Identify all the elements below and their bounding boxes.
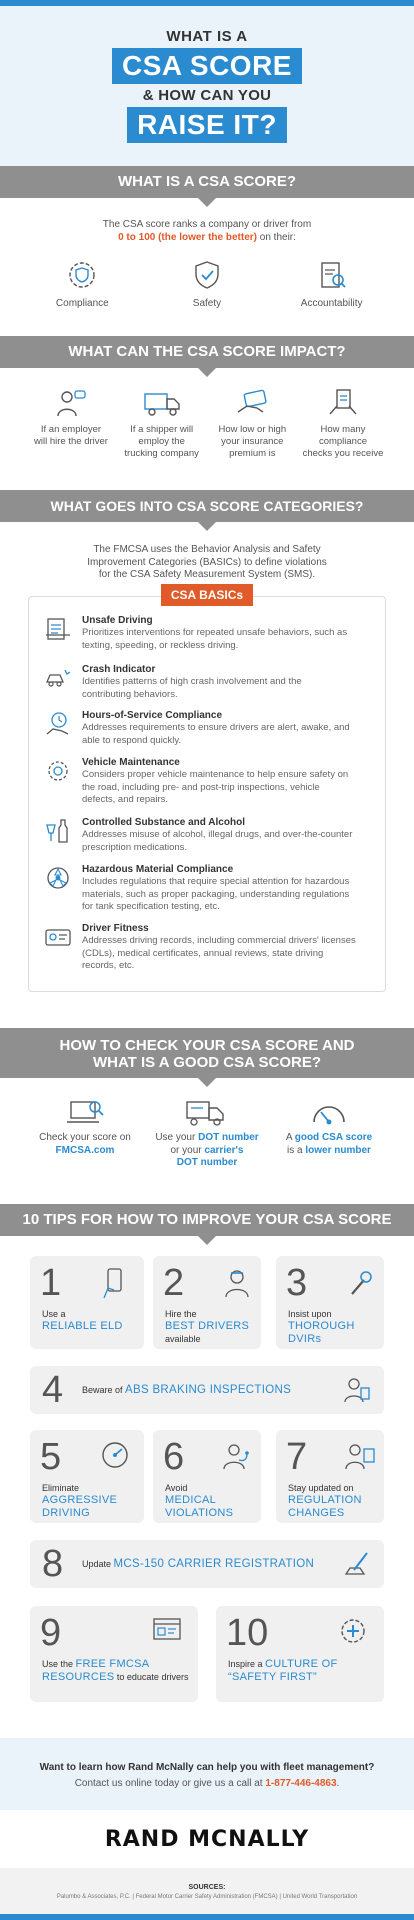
- tip-number: 10: [226, 1612, 269, 1654]
- impact-employer: [28, 386, 114, 460]
- tip-number: 7: [286, 1436, 308, 1478]
- doctor-icon: [221, 1440, 251, 1477]
- section-title-bar: [0, 1028, 414, 1078]
- speedometer-icon: [100, 1440, 130, 1475]
- sources-heading: SOURCES:: [188, 1884, 226, 1891]
- basic-desc: Includes regulations that require special attention for hazardous materials, such as proper packaging, understanding regulations for tank specification testing, etc.: [82, 876, 350, 912]
- csa-criteria-row: [0, 258, 414, 309]
- tip-text: Insist upon THOROUGH DVIRs: [288, 1309, 355, 1345]
- check-good-score: [274, 1098, 384, 1170]
- tip-1: [30, 1256, 144, 1349]
- section-title: WHAT IS A CSA SCORE?: [117, 173, 297, 190]
- person-document-icon: [344, 1440, 376, 1477]
- basics-intro: [0, 544, 414, 582]
- impact-text: compliance: [318, 436, 367, 447]
- section-title-bar: [0, 1204, 414, 1236]
- check-text: Check your score on: [39, 1132, 131, 1143]
- impact-text: If a shipper will: [130, 424, 194, 435]
- bottle-glass-icon: [44, 817, 74, 850]
- section-title-line-1: HOW TO CHECK YOUR CSA SCORE AND: [59, 1037, 355, 1054]
- section-title: WHAT GOES INTO CSA SCORE CATEGORIES?: [50, 498, 364, 514]
- clipboard-search-icon: [277, 258, 387, 292]
- inspector-icon: [342, 1374, 372, 1411]
- tip-number: 9: [40, 1612, 62, 1654]
- basic-title: Unsafe Driving: [82, 615, 153, 626]
- impact-text: employ the: [138, 436, 185, 447]
- tip-number: 8: [42, 1543, 64, 1585]
- tip-6: [153, 1430, 261, 1523]
- section-title-bar: [0, 490, 414, 522]
- tip-text: Eliminate AGGRESSIVE DRIVING: [42, 1483, 118, 1519]
- basic-title: Hazardous Material Compliance: [82, 864, 234, 875]
- hand-card-icon: [209, 386, 295, 420]
- tip-text: Beware of ABS BRAKING INSPECTIONS: [82, 1384, 292, 1396]
- basic-desc: Addresses misuse of alcohol, illegal drugs, and over-the-counter prescription medications.: [82, 829, 353, 853]
- tip-7: [276, 1430, 384, 1523]
- sources-list: Palumbo & Associates, P.C. | Federal Motor Carrier Safety Administration (FMCSA) | United World Transportation: [56, 1894, 358, 1900]
- criteria-label: Safety: [192, 298, 222, 309]
- gauge-icon: [274, 1098, 384, 1128]
- section-title-line-2: WHAT IS A GOOD CSA SCORE?: [92, 1054, 322, 1071]
- section-intro: [0, 218, 414, 244]
- csa-basics-pill: CSA BASICs: [161, 584, 253, 606]
- tip-5: [30, 1430, 144, 1523]
- car-crash-icon: [44, 664, 74, 697]
- intro-tail: on their:: [257, 232, 296, 243]
- criteria-accountability: [277, 258, 387, 309]
- impact-text: How low or high: [218, 424, 287, 435]
- person-chat-icon: [28, 386, 114, 420]
- gear-wrench-icon: [44, 757, 74, 790]
- tip-number: 6: [163, 1436, 185, 1478]
- carrier-highlight: carrier's: [204, 1144, 244, 1156]
- hero-line-1: WHAT IS A: [166, 28, 248, 45]
- tip-4: [30, 1366, 384, 1414]
- bottom-accent-bar: [0, 1914, 414, 1920]
- tip-text: Hire the BEST DRIVERS available: [165, 1309, 250, 1344]
- impact-compliance-checks: [300, 386, 386, 460]
- fmcsa-link[interactable]: FMCSA.com: [55, 1144, 115, 1156]
- cta-contact: Contact us online today or give us a call at 1-877-446-4863.: [74, 1778, 340, 1789]
- browser-window-icon: [152, 1616, 184, 1651]
- hand-clock-icon: [44, 710, 74, 743]
- hero-highlight-raise-it: RAISE IT?: [127, 107, 287, 143]
- basic-title: Driver Fitness: [82, 923, 149, 934]
- cta-section: [0, 1738, 414, 1810]
- tip-3: [276, 1256, 384, 1349]
- logo-text: RAND MCNALLY: [104, 1827, 310, 1852]
- check-text: or your: [170, 1144, 205, 1156]
- impact-text: trucking company: [124, 448, 199, 459]
- basic-desc: Considers proper vehicle maintenance to help ensure safety on the road, including pre- and post-trip inspections, vehicle defects, and repairs.: [82, 769, 349, 805]
- section-tips: [0, 1204, 414, 1236]
- section-title-bar: [0, 166, 414, 198]
- intro-line: The FMCSA uses the Behavior Analysis and Safety: [93, 544, 321, 555]
- speeding-ticket-icon: [44, 615, 74, 648]
- rand-mcnally-logo: [0, 1810, 414, 1868]
- tip-number: 3: [286, 1262, 308, 1304]
- hands-clipboard-icon: [300, 386, 386, 420]
- criteria-label: Accountability: [300, 298, 363, 309]
- laptop-search-icon: [30, 1098, 140, 1128]
- section-csa-impact: [0, 336, 414, 484]
- impact-text: premium is: [229, 448, 276, 459]
- tip-10: [216, 1606, 384, 1702]
- tip-9: [30, 1606, 198, 1702]
- dot-number-highlight: DOT number: [176, 1157, 238, 1168]
- check-dot-number: [152, 1098, 262, 1170]
- tip-number: 1: [40, 1262, 62, 1304]
- basic-desc: Prioritizes interventions for repeated unsafe behaviors, such as texting, speeding, or reckless driving.: [82, 627, 348, 651]
- basics-pill-wrap: [0, 584, 414, 606]
- score-range-highlight: 0 to 100 (the lower the better): [118, 232, 257, 243]
- hero-header: [0, 6, 414, 166]
- hero-line-3: & HOW CAN YOU: [142, 87, 272, 104]
- criteria-compliance: [27, 258, 137, 309]
- dot-number-highlight: DOT number: [198, 1132, 259, 1143]
- basic-desc: Identifies patterns of high crash involvement and the contributing behaviors.: [82, 676, 302, 700]
- wrench-icon: [346, 1268, 374, 1303]
- good-score-highlight: good CSA score: [294, 1132, 373, 1143]
- impact-text: If an employer: [40, 424, 102, 435]
- impact-text: How many: [320, 424, 366, 435]
- tip-number: 2: [163, 1262, 185, 1304]
- intro-line: for the CSA Safety Measurement System (SMS).: [98, 569, 316, 580]
- intro-line: Improvement Categories (BASICs) to define violations: [87, 556, 327, 568]
- basic-title: Hours-of-Service Compliance: [82, 710, 223, 721]
- intro-line: The CSA score ranks a company or driver from: [102, 219, 312, 230]
- impact-shipper: [119, 386, 205, 460]
- check-text: is a: [287, 1144, 306, 1156]
- basic-title: Crash Indicator: [82, 664, 156, 675]
- impact-insurance: [209, 386, 295, 460]
- shield-check-icon: [152, 258, 262, 292]
- criteria-safety: [152, 258, 262, 309]
- gear-cross-icon: [338, 1616, 368, 1651]
- impact-row: [0, 386, 414, 460]
- tip-8: [30, 1540, 384, 1588]
- check-row: [0, 1098, 414, 1170]
- tip-number: 5: [40, 1436, 62, 1478]
- tip-text: Update MCS-150 CARRIER REGISTRATION: [82, 1558, 315, 1570]
- phone-link[interactable]: 1-877-446-4863: [265, 1778, 337, 1789]
- hero-highlight-csa-score: CSA SCORE: [112, 48, 302, 84]
- tip-text: Use the FREE FMCSA RESOURCES to educate drivers: [42, 1658, 189, 1683]
- truck-icon: [119, 386, 205, 420]
- tip-2: [153, 1256, 261, 1349]
- check-fmcsa: [30, 1098, 140, 1170]
- pen-paper-icon: [342, 1548, 372, 1585]
- section-csa-categories: [0, 490, 414, 582]
- hazard-icon: [44, 864, 74, 897]
- check-text: A: [285, 1132, 295, 1143]
- impact-text: checks you receive: [302, 448, 384, 459]
- sources-footer: [0, 1868, 414, 1914]
- lower-number-highlight: lower number: [305, 1144, 371, 1156]
- impact-text: will hire the driver: [34, 436, 108, 447]
- tip-text: Inspire a CULTURE OF “SAFETY FIRST”: [228, 1658, 338, 1683]
- section-title: WHAT CAN THE CSA SCORE IMPACT?: [68, 343, 346, 360]
- hand-phone-icon: [100, 1266, 128, 1305]
- basic-title: Controlled Substance and Alcohol: [82, 817, 245, 828]
- section-what-is-csa: [0, 166, 414, 344]
- id-card-icon: [44, 923, 74, 956]
- driver-icon: [223, 1266, 251, 1305]
- impact-text: your insurance: [221, 436, 284, 447]
- tip-text: Use a RELIABLE ELD: [42, 1309, 123, 1332]
- tip-text: Stay updated on REGULATION CHANGES: [288, 1483, 362, 1519]
- cta-question: Want to learn how Rand McNally can help you with fleet management?: [39, 1762, 375, 1773]
- section-title: 10 TIPS FOR HOW TO IMPROVE YOUR CSA SCORE: [22, 1211, 392, 1228]
- basic-desc: Addresses requirements to ensure drivers are alert, awake, and able to respond quickly.: [82, 722, 350, 746]
- basic-desc: Addresses driving records, including commercial drivers' licenses (CDLs), medical certificates, annual reviews, state driving records, etc.: [82, 935, 356, 971]
- gear-shield-icon: [27, 258, 137, 292]
- check-text: Use your: [155, 1132, 199, 1143]
- section-title-bar: [0, 336, 414, 368]
- truck-front-icon: [152, 1098, 262, 1128]
- section-check-score: [0, 1028, 414, 1170]
- tip-number: 4: [42, 1369, 64, 1411]
- basic-title: Vehicle Maintenance: [82, 757, 180, 768]
- criteria-label: Compliance: [55, 298, 109, 309]
- tip-text: Avoid MEDICAL VIOLATIONS: [165, 1483, 234, 1519]
